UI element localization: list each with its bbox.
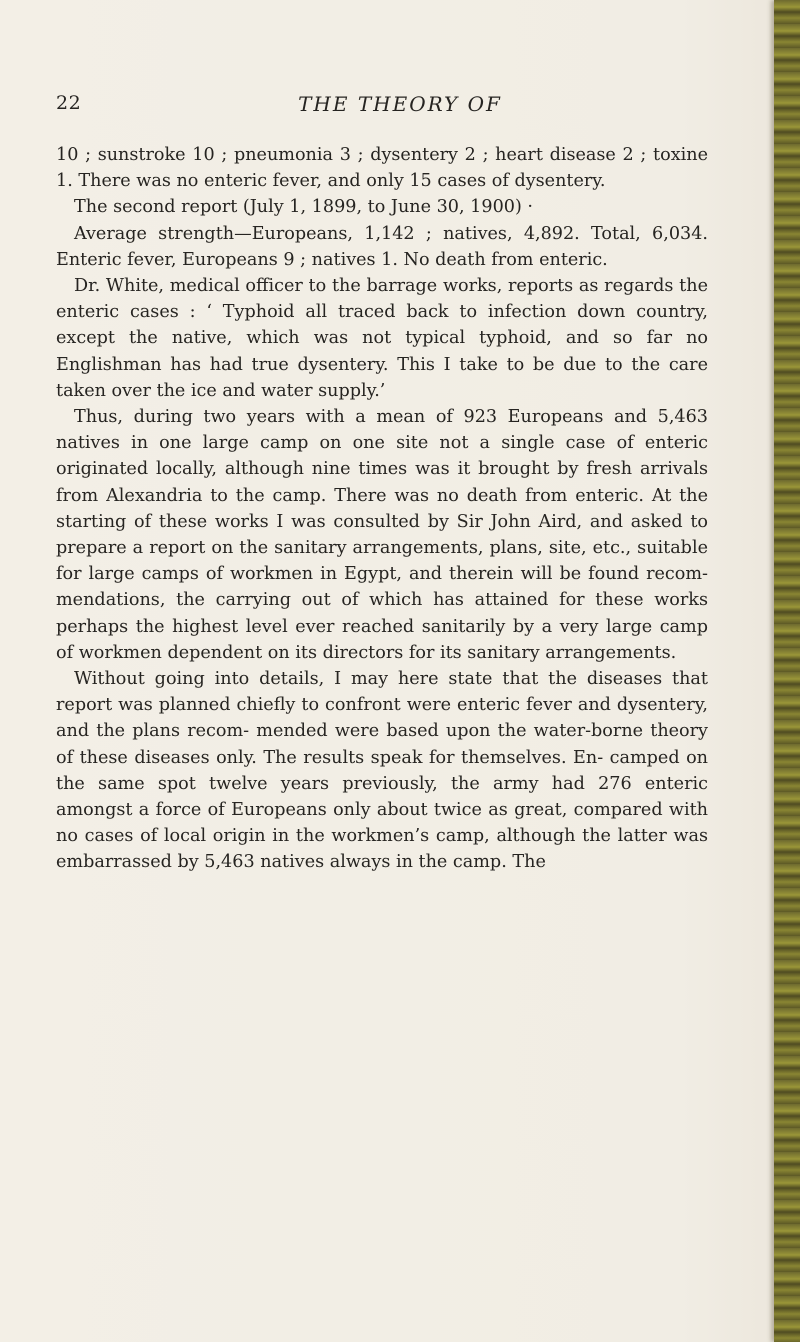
- page-edge: [774, 0, 800, 1342]
- paragraph-thus: Thus, during two years with a mean of 923 Europeans and 5,463 natives in one large camp on one site not a single case of enteric originated locally, although nine times was it brought by fresh arrivals from Alexandria to the camp. There was no death from enteric. At the starting of these works I was consulted by Sir John Aird, and asked to prepare a report on the sanitary arrangements, plans, site, etc., suitable for large camps of workmen in Egypt, and therein will be found recom- mendations, the carrying out of which has attained for these works perhaps the highest level ever reached sanitarily by a very large camp of workmen dependent on its directors for its sanitary arrangements.: [56, 407, 708, 663]
- running-title: THE THEORY OF: [298, 92, 502, 116]
- body-text: [56, 142, 708, 876]
- paragraph-second-report: The second report (July 1, 1899, to June 30, 1900) ·: [74, 197, 534, 218]
- paragraph-average-strength: Average strength—Europeans, 1,142 ; natives, 4,892. Total, 6,034. Enteric fever, Europeans 9 ; natives 1. No death from enteric.: [56, 223, 708, 270]
- running-head: [0, 92, 760, 120]
- page-number: 22: [56, 92, 82, 114]
- paragraph-continuation: 10 ; sunstroke 10 ; pneumonia 3 ; dysentery 2 ; heart disease 2 ; toxine 1. There was no enteric fever, and only 15 cases of dysentery.: [56, 145, 708, 192]
- paragraph-dr-white: Dr. White, medical officer to the barrage works, reports as regards the enteric cases : ‘ Typhoid all traced back to infection down country, except the native, which was not typical typhoid, and so far no Englishman has had true dysentery. This I take to be due to the care taken over the ice and water supply.’: [56, 276, 708, 401]
- paragraph-without-details: Without going into details, I may here state that the diseases that report was planned chiefly to confront were enteric fever and dysentery, and the plans recom- mended were based upon the water-borne theory of these diseases only. The results speak for themselves. En- camped on the same spot twelve years previously, the army had 276 enteric amongst a force of Europeans only about twice as great, compared with no cases of local origin in the workmen’s camp, although the latter was embarrassed by 5,463 natives always in the camp. The: [56, 669, 708, 873]
